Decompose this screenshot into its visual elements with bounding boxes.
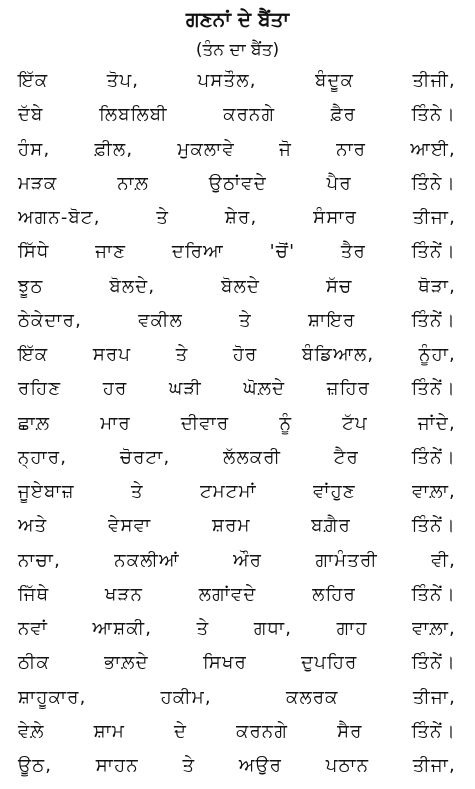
poem-word: ਵੇਲ਼ੇ xyxy=(18,720,45,742)
poem-word: ਵਾਲ਼ਾ, xyxy=(412,618,456,639)
poem-line xyxy=(18,241,456,275)
poem-word: ਮਾਰ xyxy=(100,412,131,434)
poem-word: ਵਾਲ਼ਾ, xyxy=(412,481,456,502)
poem-word: ਨ੍ਹਾਰ, xyxy=(18,446,68,468)
poem-word: ਇੱਕ xyxy=(18,70,49,91)
poem-word: ਭਾਲ਼ਦੇ xyxy=(104,652,149,674)
poem-word: ਇੱਕ xyxy=(18,344,49,365)
poem-word: ਤਿੰਨੇਂ। xyxy=(411,720,456,742)
poem-line xyxy=(18,481,456,515)
poem-title: ਗਣਨਾਂ ਦੇ ਬੈਂਤਾ xyxy=(185,7,290,31)
poem-word: ਲਿਬਲਿਬੀ xyxy=(99,104,168,126)
poem-word: ਟਮਟਮਾਂ xyxy=(200,481,257,502)
poem-word: ਨੂੰ xyxy=(279,412,293,434)
poem-word: ਊਠ, xyxy=(18,755,53,776)
poem-line xyxy=(18,721,456,755)
poem-word: ਵੇਸਵਾ xyxy=(108,515,152,537)
poem-word: ਗਾਹ xyxy=(336,618,368,639)
poem-word: ਦੇ xyxy=(173,720,188,742)
poem-word: ਦੱਬੇ xyxy=(18,104,44,126)
poem-word: ਸ਼ਾਹੂਕਾਰ, xyxy=(18,686,87,708)
poem-word: ਸਿੱਧੇ xyxy=(18,241,50,263)
poem-word: ਜ਼ਹਿਰ xyxy=(326,378,371,400)
poem-word: ਤਿੰਨੇਂ। xyxy=(411,309,456,331)
poem-word: ਝੂਠ xyxy=(18,275,44,297)
poem-word: ਹੰਸ, xyxy=(18,138,51,160)
poem-word: ਤੇ xyxy=(130,481,144,502)
poem-word: ਜੂਏਬਾਜ਼ xyxy=(18,481,75,502)
poem-word: ਜਾਣ xyxy=(95,241,127,263)
poem-line xyxy=(18,276,456,310)
poem-word: ਨਕਲੀਆਂ xyxy=(114,549,180,571)
poem-word: ਨਾਚਾ, xyxy=(18,549,61,571)
poem-word: ਰਹਿਣ xyxy=(18,378,62,400)
poem-word: ਸ਼ਾਮ xyxy=(93,720,125,742)
poem-word: ਤਿੰਨੇ। xyxy=(411,104,456,126)
poem-word: ਅਤੇ xyxy=(18,515,48,537)
poem-word: ਤੇ xyxy=(175,344,189,365)
poem-word: ਜਾਂਦੇ, xyxy=(417,412,456,434)
poem-word: ਔਰ xyxy=(233,549,263,571)
poem-line xyxy=(18,104,456,138)
poem-word: ਕਰਨਗੇ xyxy=(236,720,289,742)
poem-word: ਤਿੰਨੇਂ। xyxy=(411,583,456,605)
poem-line xyxy=(18,550,456,584)
poem-word: ਉਠਾਂਵਦੇ xyxy=(208,172,267,194)
poem-word: ਹੋਰ xyxy=(232,344,258,365)
poem-word: ਪਠਾਨ xyxy=(325,755,370,776)
poem-word: ਸ਼ਰਮ xyxy=(212,515,251,537)
poem-word: ਲਗਾਂਵਦੇ xyxy=(198,583,257,605)
poem-line xyxy=(18,344,456,378)
poem-word: ਲੱਲਕਰੀ xyxy=(223,446,282,468)
poem-line xyxy=(18,310,456,344)
poem-word: ਵਕੀਲ xyxy=(138,309,183,331)
poem-line xyxy=(18,687,456,721)
poem-word: ਤਿੰਨੇਂ। xyxy=(411,652,456,674)
poem-word: ਥੋੜਾ, xyxy=(418,275,456,297)
poem-word: ਵੀ, xyxy=(431,549,456,571)
poem-word: ਸਿਖਰ xyxy=(202,652,247,674)
poem-word: ਸੈਰ xyxy=(337,720,363,742)
poem-word: ਬਗ਼ੈਰ xyxy=(311,515,352,537)
poem-word: ਵਾਂਹੁਣ xyxy=(313,481,356,502)
poem-word: ਜੋ xyxy=(279,138,293,160)
poem-line xyxy=(18,618,456,652)
poem-word: ਬੰਡਿਆਲ, xyxy=(302,344,375,365)
poem-word: ਮੁਕਲਾਵੇ xyxy=(177,138,235,160)
poem-word: 'ਚੋਂ' xyxy=(269,241,296,263)
poem-word: ਬੰਦੂਕ xyxy=(315,70,355,91)
poem-word: ਠੀਕ xyxy=(18,652,50,674)
poem-word: ਸਾਹਨ xyxy=(95,755,139,776)
poem-word: ਤੇ xyxy=(156,207,170,228)
poem-line xyxy=(18,447,456,481)
poem-word: ਤੇ xyxy=(182,755,196,776)
poem-word: ਤਿੰਨੇਂ। xyxy=(411,446,456,468)
poem-word: ਸੰਸਾਰ xyxy=(313,207,358,228)
poem-line xyxy=(18,139,456,173)
poem-word: ਟੱਪ xyxy=(342,412,368,434)
poem-word: ਨੂੰਹਾ, xyxy=(418,344,456,365)
poem-word: ਸ਼ੇਰ, xyxy=(224,207,258,228)
poem-word: ਤੋਪ, xyxy=(106,70,140,91)
poem-line xyxy=(18,413,456,447)
poem-word: ਘੋਲ਼ਦੇ xyxy=(243,378,286,400)
poem-word: ਠੇਕੇਦਾਰ, xyxy=(18,309,83,331)
poem-word: ਬੋਲਦੇ xyxy=(221,275,261,297)
poem-word: ਤੇ xyxy=(239,309,252,331)
poem-line xyxy=(18,378,456,412)
poem-line xyxy=(18,584,456,618)
poem-line xyxy=(18,70,456,104)
poem-word: ਮੜਕ xyxy=(18,172,58,194)
poem-word: ਗਧਾ, xyxy=(253,618,293,639)
poem-word: ਪੈਰ xyxy=(326,172,352,194)
poem-word: ਤੇ xyxy=(196,618,210,639)
poem-word: ਬੋਲਦੇ, xyxy=(109,275,156,297)
poem-word: ਜਿੱਥੇ xyxy=(18,583,50,605)
poem-word: ਤੀਜਾ, xyxy=(412,686,456,708)
poem-line xyxy=(18,515,456,549)
poem-word: ਚੋਰਟਾ, xyxy=(119,446,171,468)
poem-word: ਲਹਿਰ xyxy=(312,583,356,605)
poem-word: ਗਾਮੰਤਰੀ xyxy=(315,549,378,571)
poem-word: ਟੈਰ xyxy=(333,446,359,468)
poem-word: ਹਰ xyxy=(102,378,128,400)
poem-word: ਅਉਰ xyxy=(238,755,283,776)
poem-word: ਤੈਰ xyxy=(340,241,366,263)
poem-line xyxy=(18,652,456,686)
poem-word: ਤਿੰਨੇਂ। xyxy=(411,241,456,263)
poem-word: ਘੜੀ xyxy=(168,378,202,400)
poem-word: ਫ਼ੀਲ, xyxy=(94,138,134,160)
poem-word: ਸ਼ਾਇਰ xyxy=(307,309,356,331)
poem-word: ਆਈ, xyxy=(410,138,456,160)
poem-word: ਦਰਿਆ xyxy=(171,241,224,263)
poem-line xyxy=(18,755,456,789)
poem-word: ਨਵਾਂ xyxy=(18,618,49,639)
poem-word: ਛਾਲ਼ xyxy=(18,412,51,434)
poem-word: ਦੀਵਾਰ xyxy=(180,412,230,434)
poem-word: ਆਸ਼ਕੀ, xyxy=(92,618,153,639)
poem-word: ਪਸਤੌਲ, xyxy=(197,70,257,91)
poem-word: ਕਰਨਗੇ xyxy=(223,104,276,126)
poem-word: ਦੁਪਹਿਰ xyxy=(301,652,358,674)
poem-word: ਸੱਚ xyxy=(325,275,353,297)
poem-subtitle: (ਤੰਨ ਦਾ ਬੈਂਤ) xyxy=(195,40,280,60)
poem-word: ਤੀਜਾ, xyxy=(412,207,456,228)
poem-word: ਹਕੀਮ, xyxy=(160,686,212,708)
poem-word: ਕਲਰਕ xyxy=(285,686,339,708)
poem-word: ਤਿੰਨੇ। xyxy=(411,172,456,194)
poem-word: ਫ਼ੈਰ xyxy=(330,104,357,126)
poem-word: ਤਿੰਨੇਂ। xyxy=(411,515,456,537)
poem-word: ਨਾਰ xyxy=(336,138,367,160)
poem-line xyxy=(18,207,456,241)
poem-word: ਅਗਨ-ਬੋਟ, xyxy=(18,207,101,228)
poem-word: ਸਰਪ xyxy=(92,344,132,365)
poem-body xyxy=(18,70,456,789)
poem-word: ਤੀਜੀ, xyxy=(412,70,456,91)
poem-line xyxy=(18,173,456,207)
poem-word: ਤਿੰਨੇਂ। xyxy=(411,378,456,400)
poem-word: ਤੀਜਾ, xyxy=(412,755,456,776)
poem-word: ਖੜਨ xyxy=(105,583,144,605)
poem-word: ਨਾਲ਼ xyxy=(117,172,150,194)
